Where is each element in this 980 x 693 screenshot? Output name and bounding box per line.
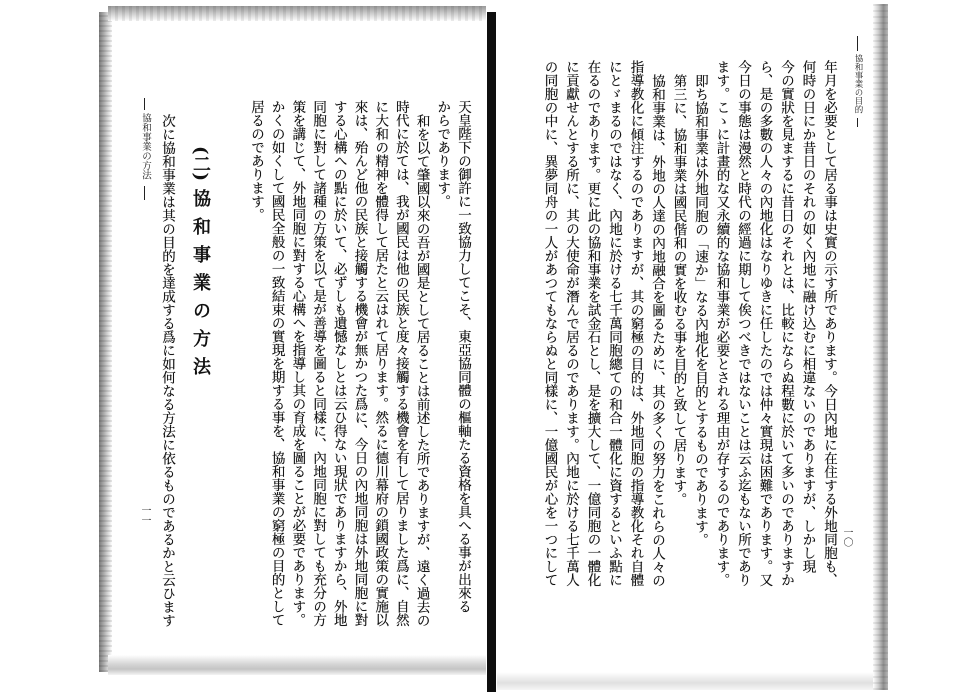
text-column: にとゞまるのではなく、內地に於ける七千萬同胞總ての和合一體化に資するといふ點に xyxy=(606,60,622,587)
section-title: 協和事業の方法 xyxy=(190,189,211,386)
text-column: 年月を必要として居る事は史實の示す所であります。今日內地に在住する外地同胞も、 xyxy=(821,60,837,587)
scan-edge-bottom-right xyxy=(497,672,873,690)
text-column: 指導教化に傾注するのでありますが、其の窮極の目的は、外地同胞の指導教化それ自體 xyxy=(627,60,644,587)
scan-edge-top xyxy=(108,6,486,21)
section-heading xyxy=(188,146,212,385)
body-text-block xyxy=(245,100,473,640)
text-column: 時代に於ては、我が國民は他の民族と度々接觸する機會を有して居りました爲に、自然 xyxy=(392,100,409,627)
body-text-block xyxy=(538,60,839,625)
running-head: 協和事業の目的 xyxy=(853,54,863,114)
running-head-rule xyxy=(857,118,858,127)
scan-edge-right xyxy=(873,4,888,690)
running-head-rule xyxy=(144,98,145,110)
scan-edge-bottom-left xyxy=(108,655,486,675)
text-column: 同胞に對して諸種の方策を以て是が善導を圖ると同樣に、內地同胞に對しても充分の方 xyxy=(310,100,327,627)
section-number: (二) xyxy=(190,146,211,182)
text-column: 來は、殆んど他の民族と接觸する機會が無かつた爲に、今日の內地同胞は外地同胞に對 xyxy=(351,100,368,627)
page-number: 一一 xyxy=(139,505,150,525)
running-head-rule xyxy=(857,36,858,51)
scan-edge-left xyxy=(99,12,112,672)
text-column: 今の實狀を見まするに昔日のそれとは、比較にならぬ程數に於いて多いのでありますか xyxy=(778,60,794,587)
text-column: 第三に、協和事業は國民偕和の實を收むる事を目的と致して居ります。 xyxy=(670,73,687,506)
running-head-rule xyxy=(144,186,145,200)
text-column: する心構への點に於いて、必ずしも遺憾なしとは云ひ得ない現狀でありますから、外地 xyxy=(330,100,347,627)
page-number: 一〇 xyxy=(841,527,852,547)
text-column: 今日の事態は漫然と時代の經過に期して俟つべきではないことは云ふ迄もない所であり xyxy=(735,60,751,587)
text-column: に貢獻せんとする所に、其の大使命が潛んで居るのであります。內地に於ける七千萬人 xyxy=(563,60,579,587)
text-column: 策を講じて、外地同胞に對する心構へを指導し其の育成を圖ることが必要であります。 xyxy=(289,100,306,627)
binding-gutter xyxy=(487,12,496,692)
running-head: 協和事業の方法 xyxy=(140,113,151,180)
text-column: の同胞の中に、異夢同舟の一人があつてもならぬと同樣に、一億國民が心を一つにして xyxy=(541,60,558,587)
text-column: 次に協和事業は其の目的を達成する爲に如何なる方法に依るものであるかと云ひます xyxy=(159,113,175,627)
text-column: 天皇陛下の御許に一致協力してこそ、東亞協同體の樞軸たる資格を具へる事が出來る xyxy=(455,100,471,613)
text-column: 協和事業は、外地の人達の內地融合を圖るために、其の多くの努力をこれらの人々の xyxy=(649,73,665,587)
text-column: ら、是の多數の人々の內地化はなりゆきに任したのでは仲々實現は困難であります。又 xyxy=(756,60,773,587)
text-column: に大和の精神を體得して居たと云はれて居ります。然るに德川幕府の鎖國政策の實施以 xyxy=(372,100,389,627)
text-column: からであります。 xyxy=(434,100,451,208)
text-column: かくの如くして國民全般の一致結束の實現を期する事を、協和事業の窮極の目的として xyxy=(268,100,285,627)
text-column: 何時の日にか昔日のそれの如く內地に融け込むに相違ないのでありますが、しかし現 xyxy=(799,60,816,573)
text-column: 和を以て肇國以來の吾が國是として居ることは前述した所でありますが、遠く過去の xyxy=(413,113,430,627)
text-column: ます。こゝに計畫的な又永續的な協和事業が必要とされる理由が存するのであります。 xyxy=(713,60,730,587)
text-column: 居るのであります。 xyxy=(247,100,264,222)
text-column: 即ち協和事業は外地同胞の「速か」なる內地化を目的とするものであります。 xyxy=(692,73,708,546)
text-column: 在るのであります。更に此の協和事業を試金石とし、是を擴大して、一億同胞の一體化 xyxy=(584,60,601,587)
